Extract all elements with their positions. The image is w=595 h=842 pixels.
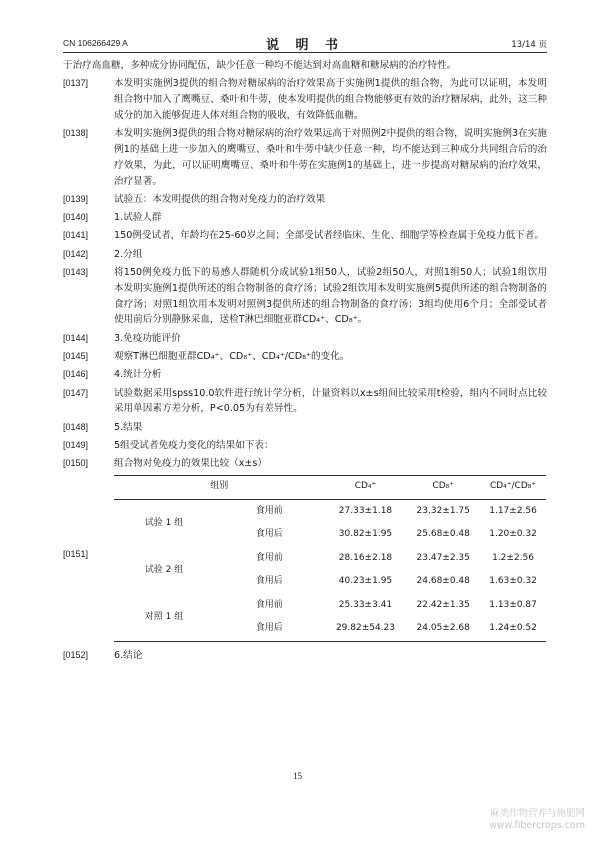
document-body (63, 58, 547, 666)
paragraph-number: [0143] (63, 267, 89, 278)
paragraph (63, 386, 547, 418)
ratio-cell: 1.13±0.87 (489, 599, 537, 610)
table-header-row (114, 475, 546, 500)
cd8-cell: 24.68±0.48 (416, 576, 470, 587)
paragraph-text: 2.分组 (114, 248, 143, 260)
paragraph-text: 本发明实施例3提供的组合物对糖尿病的治疗效果远高于对照例2中提供的组合物，说明实施例3在实施例1的基础上进一步加入的鹰嘴豆、桑叶和牛蒡中缺少任意一种，均不能达到三种成分共同组合后的治疗效果，为此，可以证明鹰嘴豆、桑叶和牛蒡在实施例1的基础上，进一步提高对糖尿病的治疗效果，治疗显著。 (114, 128, 547, 187)
page-header (63, 34, 547, 53)
paragraph-number: [0149] (63, 440, 89, 451)
cd8-cell: 25.68±0.48 (416, 529, 470, 540)
column-header-group: 组别 (210, 481, 229, 492)
paragraph (63, 247, 547, 263)
paragraph-text: 1.试验人群 (114, 212, 162, 224)
paragraph-number: [0140] (63, 212, 89, 223)
paragraph (63, 76, 547, 123)
paragraph-number: [0148] (63, 421, 89, 432)
paragraph (63, 228, 547, 244)
watermark-url: www.fibercrops.com (488, 820, 585, 831)
ratio-cell: 1.24±0.52 (489, 623, 537, 634)
group-name-cell: 试验 2 组 (144, 564, 184, 575)
paragraph-text: 试验五：本发明提供的组合物对免疫力的治疗效果 (114, 193, 326, 205)
paragraph (63, 265, 547, 328)
cd8-cell: 22.42±1.35 (416, 599, 470, 610)
paragraph-text: 4.统计分析 (114, 369, 162, 381)
ratio-cell: 1.17±2.56 (489, 505, 537, 516)
result-table-block (63, 475, 547, 643)
paragraph (63, 420, 547, 436)
ratio-cell: 1.2±2.56 (492, 552, 534, 563)
time-cell: 食用后 (255, 529, 283, 540)
cd4-cell: 27.33±1.18 (338, 505, 393, 516)
paragraph-number: [0146] (63, 369, 89, 380)
watermark (489, 808, 585, 832)
table-row (114, 500, 546, 524)
paragraph-text: 试验数据采用spss10.0软件进行统计学分析，计量资料以x±s组间比较采用t检验，组内不同时点比较采用单因素方差分析，P<0.05为有差异性。 (114, 387, 547, 415)
paragraph (63, 648, 547, 664)
time-cell: 食用前 (255, 505, 283, 516)
paragraph-text: 本发明实施例3提供的组合物对糖尿病的治疗效果高于实施例1提供的组合物，为此可以证明，本发明组合物中加入了鹰嘴豆、桑叶和牛蒡，使本发明提供的组合物能够更有效的治疗糖尿病，此外，这三种成分的加入能够促进人体对组合物的吸收，有效降低血糖。 (114, 78, 547, 121)
cd8-cell: 23.32±1.75 (416, 505, 470, 516)
paragraph (63, 331, 547, 347)
paragraph-number: [0150] (63, 458, 89, 469)
time-cell: 食用前 (255, 552, 283, 563)
paragraph (63, 456, 547, 472)
paragraph-number: [0152] (63, 650, 89, 661)
paragraph-number: [0141] (63, 230, 89, 241)
cd4-cell: 29.82±54.23 (335, 623, 396, 634)
paragraph-text: 将150例免疫力低下的易感人群随机分成试验1组50人，试验2组50人，对照1组50人；试验1组饮用本发明实施例1提供所述的组合物制备的食疗汤；试验2组饮用本发明实施例5提供所述的组合物制备的食疗汤；对照1组饮用本发明对照例3提供所述的组合物制备的食疗汤；3组均使用6个月；全部受试者使用前后分别静脉采血，送检T淋巴细胞亚群CD₄⁺、CD₈⁺。 (114, 267, 547, 326)
column-header-cd4: CD₄⁺ (354, 481, 377, 492)
paragraph (63, 58, 547, 74)
paragraph-text: 3.免疫功能评价 (114, 332, 181, 344)
paragraph-text: 于治疗高血糖，多种成分协同配伍，缺少任意一种均不能达到对高血糖和糖尿病的治疗特性。 (63, 60, 457, 71)
paragraph (63, 438, 547, 454)
ratio-cell: 1.20±0.32 (489, 529, 537, 540)
paragraph-text: 5组受试者免疫力变化的结果如下表： (114, 440, 274, 452)
table-row (114, 547, 546, 571)
watermark-line: 麻类作物营养与施肥网 (489, 808, 585, 819)
page-counter: 13/14 页 (511, 40, 547, 50)
patent-number: CN 106266429 A (63, 38, 128, 48)
paragraph (63, 126, 547, 189)
paragraph-number: [0151] (63, 548, 89, 559)
time-cell: 食用后 (255, 623, 283, 634)
paragraph-number: [0137] (63, 78, 89, 89)
time-cell: 食用后 (255, 576, 283, 587)
paragraph (63, 367, 547, 383)
paragraph-number: [0145] (63, 351, 89, 362)
cd4-cell: 25.33±3.41 (338, 599, 393, 610)
group-name-cell: 试验 1 组 (144, 517, 184, 528)
immunity-result-table (114, 475, 546, 643)
paragraph-text: 组合物对免疫力的效果比较（x±s） (114, 458, 268, 470)
column-header-cd8: CD₈⁺ (432, 481, 454, 492)
table-row (114, 594, 546, 618)
cd4-cell: 30.82±1.95 (338, 529, 393, 540)
paragraph-text: 观察T淋巴细胞亚群CD₄⁺、CD₈⁺、CD₄⁺/CD₈⁺的变化。 (114, 351, 350, 363)
page-title: 说 明 书 (265, 38, 345, 53)
page-number: 15 (293, 771, 302, 781)
column-header-ratio: CD₄⁺/CD₈⁺ (489, 481, 537, 492)
paragraph (63, 210, 547, 226)
paragraph-number: [0139] (63, 193, 89, 204)
group-name-cell: 对照 1 组 (144, 611, 184, 622)
paragraph-text: 6.结论 (114, 650, 143, 662)
paragraph-text: 150例受试者，年龄均在25-60岁之间；全部受试者经临床、生化、细胞学等检查属于免疫力低下者。 (114, 230, 544, 242)
cd4-cell: 40.23±1.95 (338, 576, 393, 587)
paragraph-number: [0147] (63, 387, 89, 398)
paragraph (63, 192, 547, 208)
paragraph-text: 5.结果 (114, 421, 143, 433)
cd8-cell: 23.47±2.35 (416, 552, 470, 563)
paragraph-number: [0142] (63, 248, 89, 259)
paragraph-list (63, 58, 547, 472)
paragraph-number: [0144] (63, 332, 89, 343)
time-cell: 食用前 (255, 599, 283, 610)
cd4-cell: 28.16±2.18 (338, 552, 393, 563)
paragraph-number: [0138] (63, 128, 89, 139)
ratio-cell: 1.63±0.32 (489, 576, 537, 587)
paragraph (63, 349, 547, 365)
cd8-cell: 24.05±2.68 (416, 623, 470, 634)
